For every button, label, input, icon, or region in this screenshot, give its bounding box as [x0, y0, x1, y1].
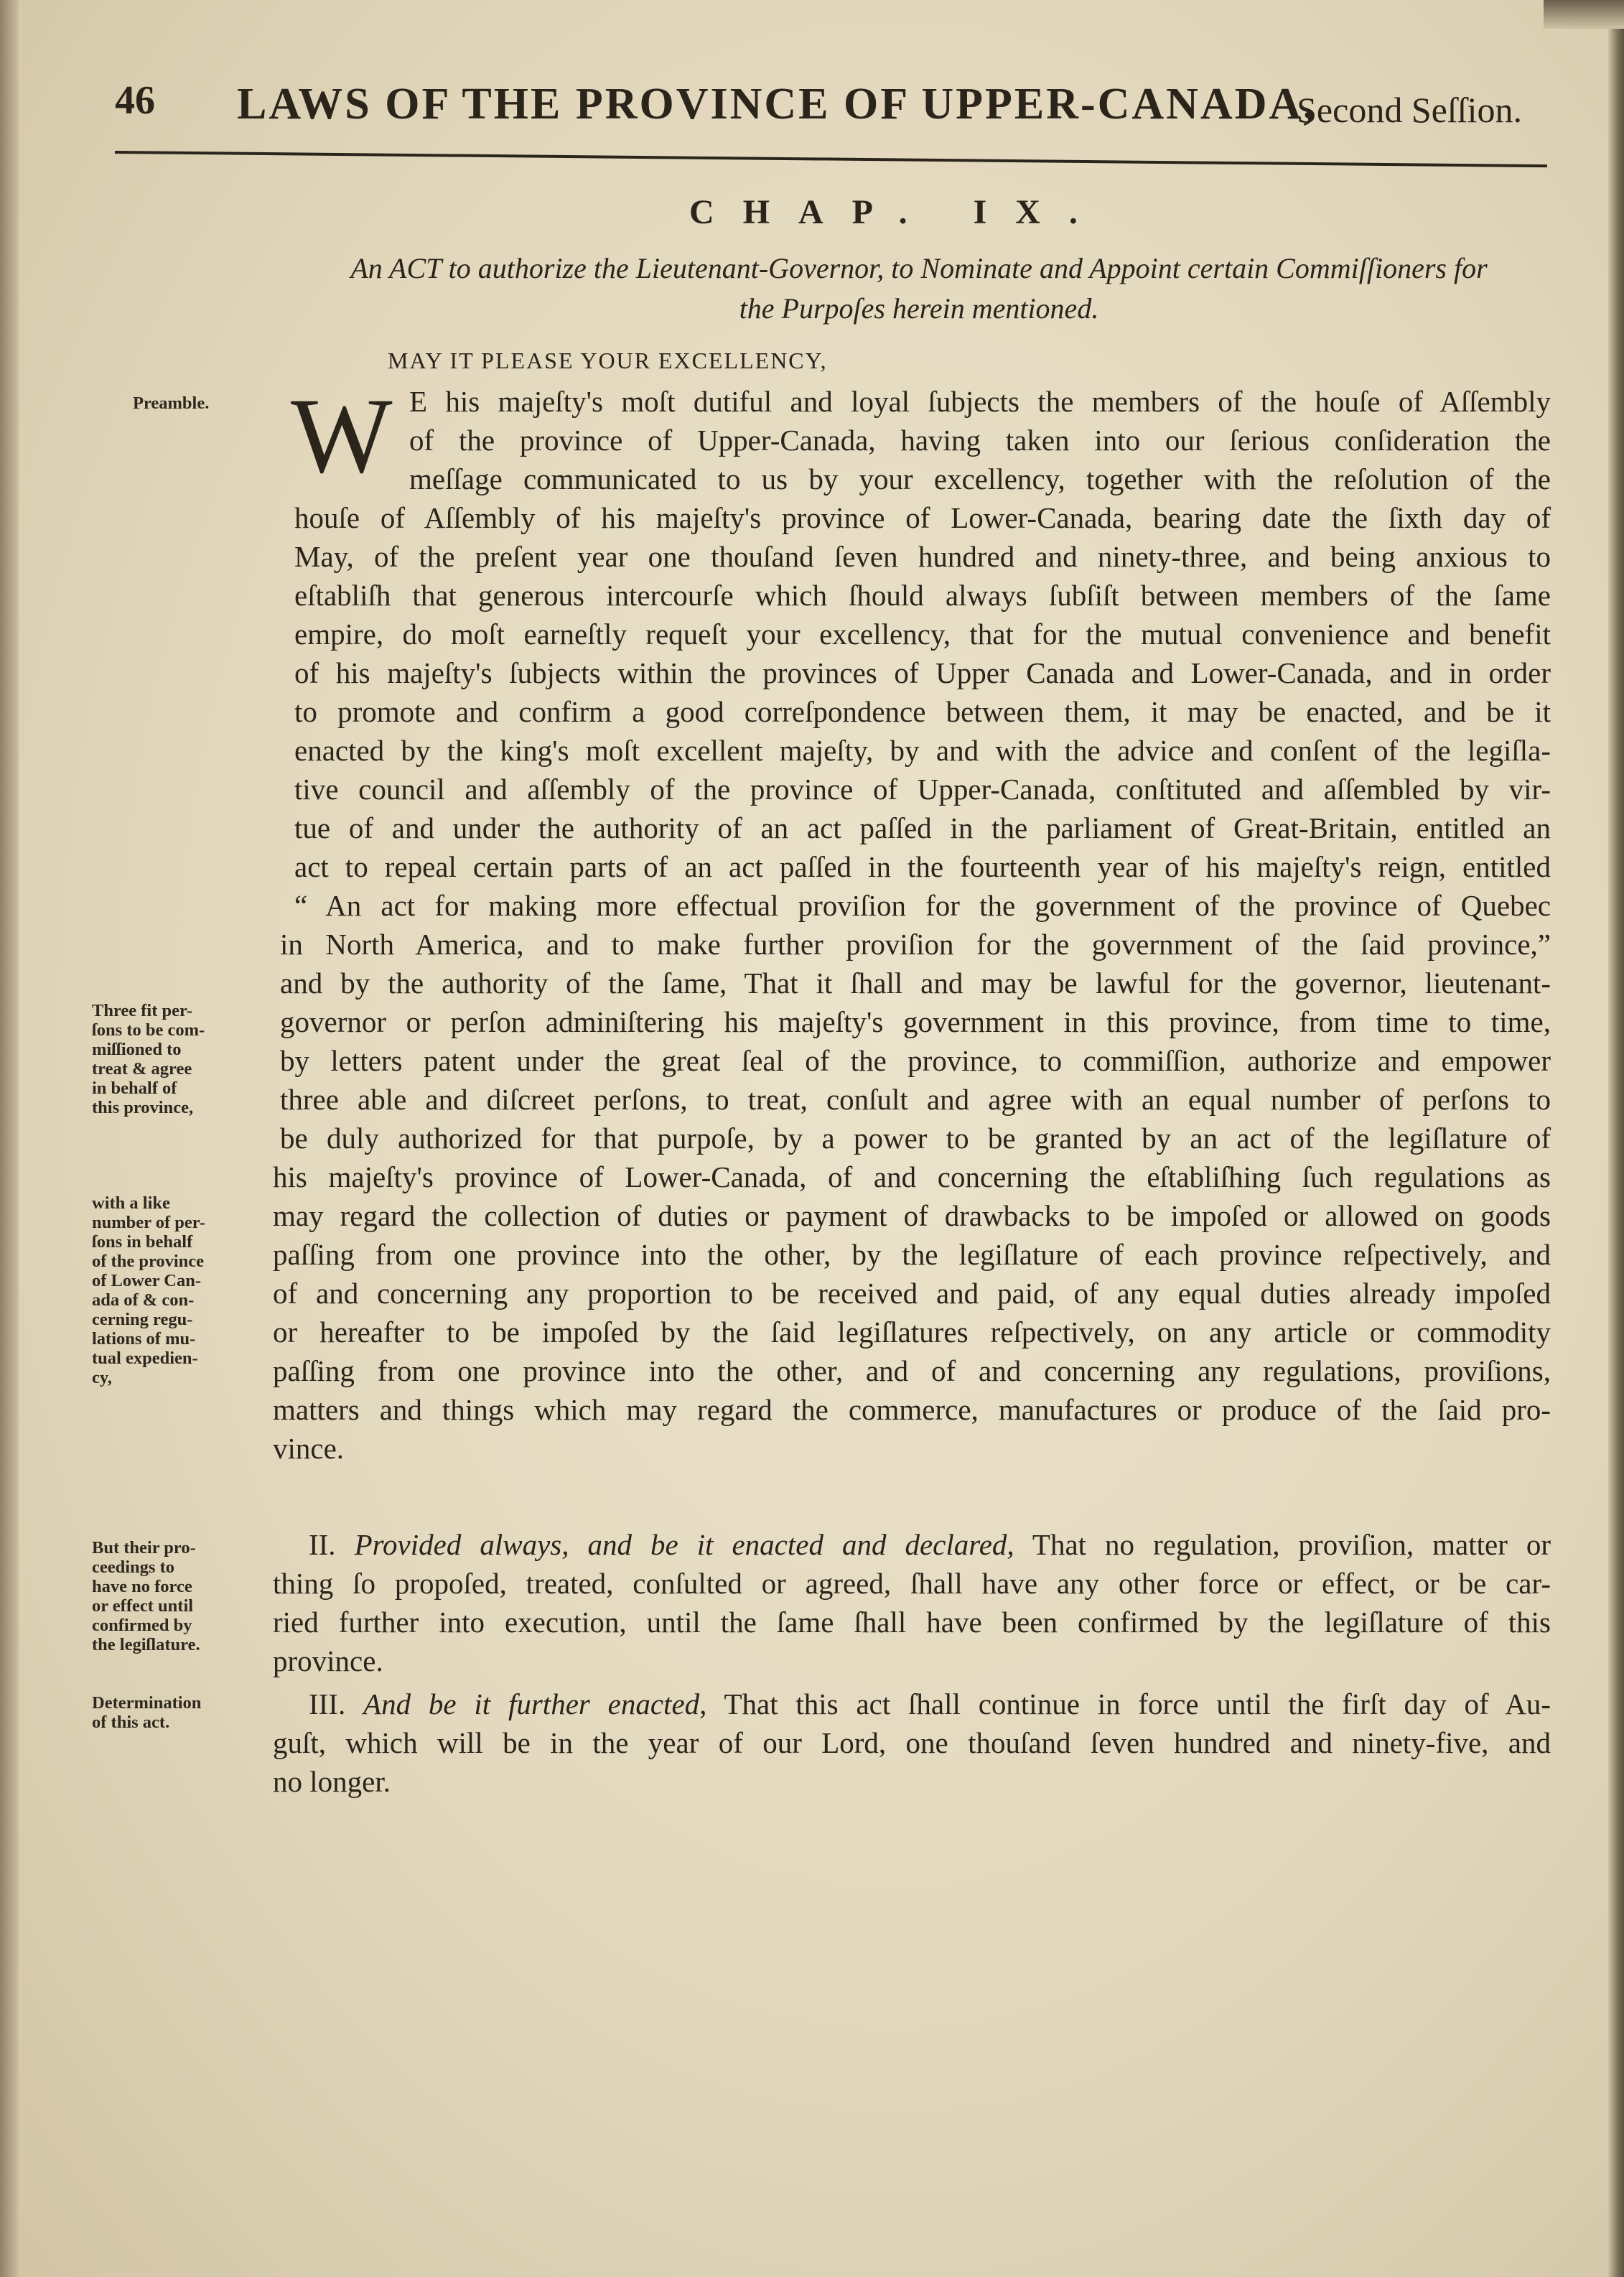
margin-note-line: cy,: [92, 1368, 112, 1387]
text-line: ried further into execution, until the ſame ſhall have been confirmed by the legiſlature of this: [273, 1606, 1551, 1639]
text-line: in North America, and to make further proviſion for the government of the ſaid province,”: [280, 928, 1551, 961]
text-line: act to repeal certain parts of an act paſſed in the fourteenth year of his majeſty's reign, entitled: [294, 850, 1551, 883]
text-line: empire, do moſt earneſtly requeſt your excellency, that for the mutual convenience and benefit: [294, 618, 1551, 651]
text-line: enacted by the king's moſt excellent majeſty, by and with the advice and conſent of the legiſla-: [294, 734, 1551, 767]
header-rule: [115, 151, 1547, 167]
section-number: III.: [309, 1687, 346, 1720]
margin-note-line: confirmed by: [92, 1616, 192, 1635]
margin-note-line: treat & agree: [92, 1059, 192, 1079]
text-line: [309, 1525, 1551, 1564]
address-line: MAY IT PLEASE YOUR EXCELLENCY,: [388, 348, 828, 373]
text-line: matters and things which may regard the commerce, manufactures or produce of the ſaid pro-: [273, 1393, 1551, 1426]
text-line: meſſage communicated to us by your excellency, together with the reſolution of the: [409, 462, 1551, 495]
margin-note-no-force: [92, 1538, 258, 1654]
margin-note-determination: [92, 1693, 258, 1732]
text-line: of his majeſty's ſubjects within the provinces of Upper Canada and Lower-Canada, and in order: [294, 656, 1551, 689]
text-line: “ An act for making more effectual proviſion for the government of the province of Quebec: [294, 889, 1551, 922]
running-header: [115, 72, 1522, 136]
margin-note-line: number of per-: [92, 1213, 205, 1232]
margin-note-line: But their pro-: [92, 1538, 196, 1557]
text-line: houſe of Aſſembly of his majeſty's province of Lower-Canada, bearing date the ſixth day of: [294, 501, 1551, 534]
page-corner-shadow: [1544, 0, 1624, 29]
margin-note-commissioners: [92, 1001, 258, 1117]
text-line: of the province of Upper-Canada, having taken into our ſerious conſideration the: [409, 424, 1551, 457]
text-line: paſſing from one province into the other, by the legiſlature of each province reſpectively, and: [273, 1238, 1551, 1271]
text-line: May, of the preſent year one thouſand ſeven hundred and ninety-three, and being anxious to: [294, 540, 1551, 573]
margin-note-line: or effect until: [92, 1596, 194, 1616]
text-line: paſſing from one province into the other, and of and concerning any regulations, proviſions,: [273, 1354, 1551, 1387]
section-2: [266, 1525, 1551, 1680]
margin-note-line: lations of mu-: [92, 1329, 196, 1349]
act-title-line: the Purpoſes herein mentioned.: [739, 292, 1099, 325]
section-lead: Provided always, and be it enacted and declared,: [354, 1528, 1014, 1561]
text-line: three able and diſcreet perſons, to treat, conſult and agree with an equal number of perſons to: [280, 1083, 1551, 1116]
margin-note-line: tual expedien-: [92, 1349, 198, 1368]
page-number: 46: [115, 78, 155, 123]
margin-note-line: Three fit per-: [92, 1001, 193, 1020]
act-title: [287, 248, 1551, 329]
text-line: eſtabliſh that generous intercourſe which ſhould always ſubſiſt between members of the ſame: [294, 579, 1551, 612]
book-spine-shadow: [0, 0, 19, 2277]
margin-note-line: ada of & con-: [92, 1290, 195, 1310]
margin-note-lower-canada: [92, 1193, 258, 1387]
text-line: thing ſo propoſed, treated, conſulted or agreed, ſhall have any other force or effect, or be car-: [273, 1567, 1551, 1600]
text-line: tive council and aſſembly of the province of Upper-Canada, conſtituted and aſſembled by vir-: [294, 773, 1551, 806]
margin-note-line: ſons in behalf: [92, 1232, 193, 1252]
margin-note-line: ceedings to: [92, 1557, 174, 1577]
margin-note-line: of this act.: [92, 1713, 170, 1732]
margin-note-line: of Lower Can-: [92, 1271, 201, 1290]
margin-note-line: cerning regu-: [92, 1310, 193, 1329]
text-line: governor or perſon adminiſtering his majeſty's government in this province, from time to time,: [280, 1005, 1551, 1038]
text-line: or hereafter to be impoſed by the ſaid legiſlatures reſpectively, on any article or commodity: [273, 1316, 1551, 1349]
page-edge-shadow: [1608, 0, 1624, 2277]
margin-note-line: ſons to be com-: [92, 1020, 205, 1040]
text-line: of and concerning any proportion to be received and paid, of any equal duties already impoſed: [273, 1277, 1551, 1310]
margin-note-line: Preamble.: [133, 394, 210, 413]
drop-cap: W: [291, 376, 393, 495]
text-line: be duly authorized for that purpoſe, by a power to be granted by an act of the legiſlature of: [280, 1122, 1551, 1155]
text-line: [309, 1685, 1551, 1723]
margin-note-line: this province,: [92, 1098, 194, 1117]
session-label: Second Seſſion.: [1297, 90, 1522, 130]
running-title: LAWS OF THE PROVINCE OF UPPER-CANADA,: [237, 80, 1317, 129]
text-line: by letters patent under the great ſeal of the province, to commiſſion, authorize and empower: [280, 1044, 1551, 1077]
text-line: E his majeſty's moſt dutiful and loyal ſubjects the members of the houſe of Aſſembly: [409, 385, 1551, 418]
text-line: tue of and under the authority of an act paſſed in the parliament of Great-Britain, entitled an: [294, 811, 1551, 844]
text-line: his majeſty's province of Lower-Canada, of and concerning the eſtabliſhing ſuch regulations as: [273, 1160, 1551, 1193]
section-line-continuation: That no regulation, proviſion, matter or: [1032, 1528, 1551, 1561]
act-title-line: An ACT to authorize the Lieutenant-Governor, to Nominate and Appoint certain Commiſſioners for: [350, 252, 1488, 284]
text-line: may regard the collection of duties or payment of drawbacks to be impoſed or allowed on goods: [273, 1199, 1551, 1232]
chapter-heading: CHAP. IX.: [689, 193, 1106, 231]
margin-note-line: Determination: [92, 1693, 202, 1713]
preamble-text: [266, 376, 1551, 1468]
margin-note-line: the legiſlature.: [92, 1635, 200, 1654]
section-number: II.: [309, 1528, 336, 1561]
text-line: vince.: [273, 1432, 345, 1465]
margin-note-line: in behalf of: [92, 1079, 177, 1098]
margin-note-line: miſſioned to: [92, 1040, 182, 1059]
margin-note-line: have no force: [92, 1577, 192, 1596]
margin-note-line: of the province: [92, 1252, 205, 1271]
text-line: to promote and confirm a good correſpondence between them, it may be enacted, and be it: [294, 695, 1551, 728]
section-line-continuation: That this act ſhall continue in force until the firſt day of Au-: [724, 1687, 1551, 1720]
text-line: no longer.: [273, 1765, 391, 1798]
text-line: province.: [273, 1644, 383, 1677]
text-line: and by the authority of the ſame, That it ſhall and may be lawful for the governor, lieutenant-: [280, 967, 1551, 1000]
section-3: [266, 1685, 1551, 1801]
margin-note-line: with a like: [92, 1193, 170, 1213]
section-lead: And be it further enacted,: [363, 1687, 707, 1720]
text-line: guſt, which will be in the year of our Lord, one thouſand ſeven hundred and ninety-five, and: [273, 1726, 1551, 1759]
